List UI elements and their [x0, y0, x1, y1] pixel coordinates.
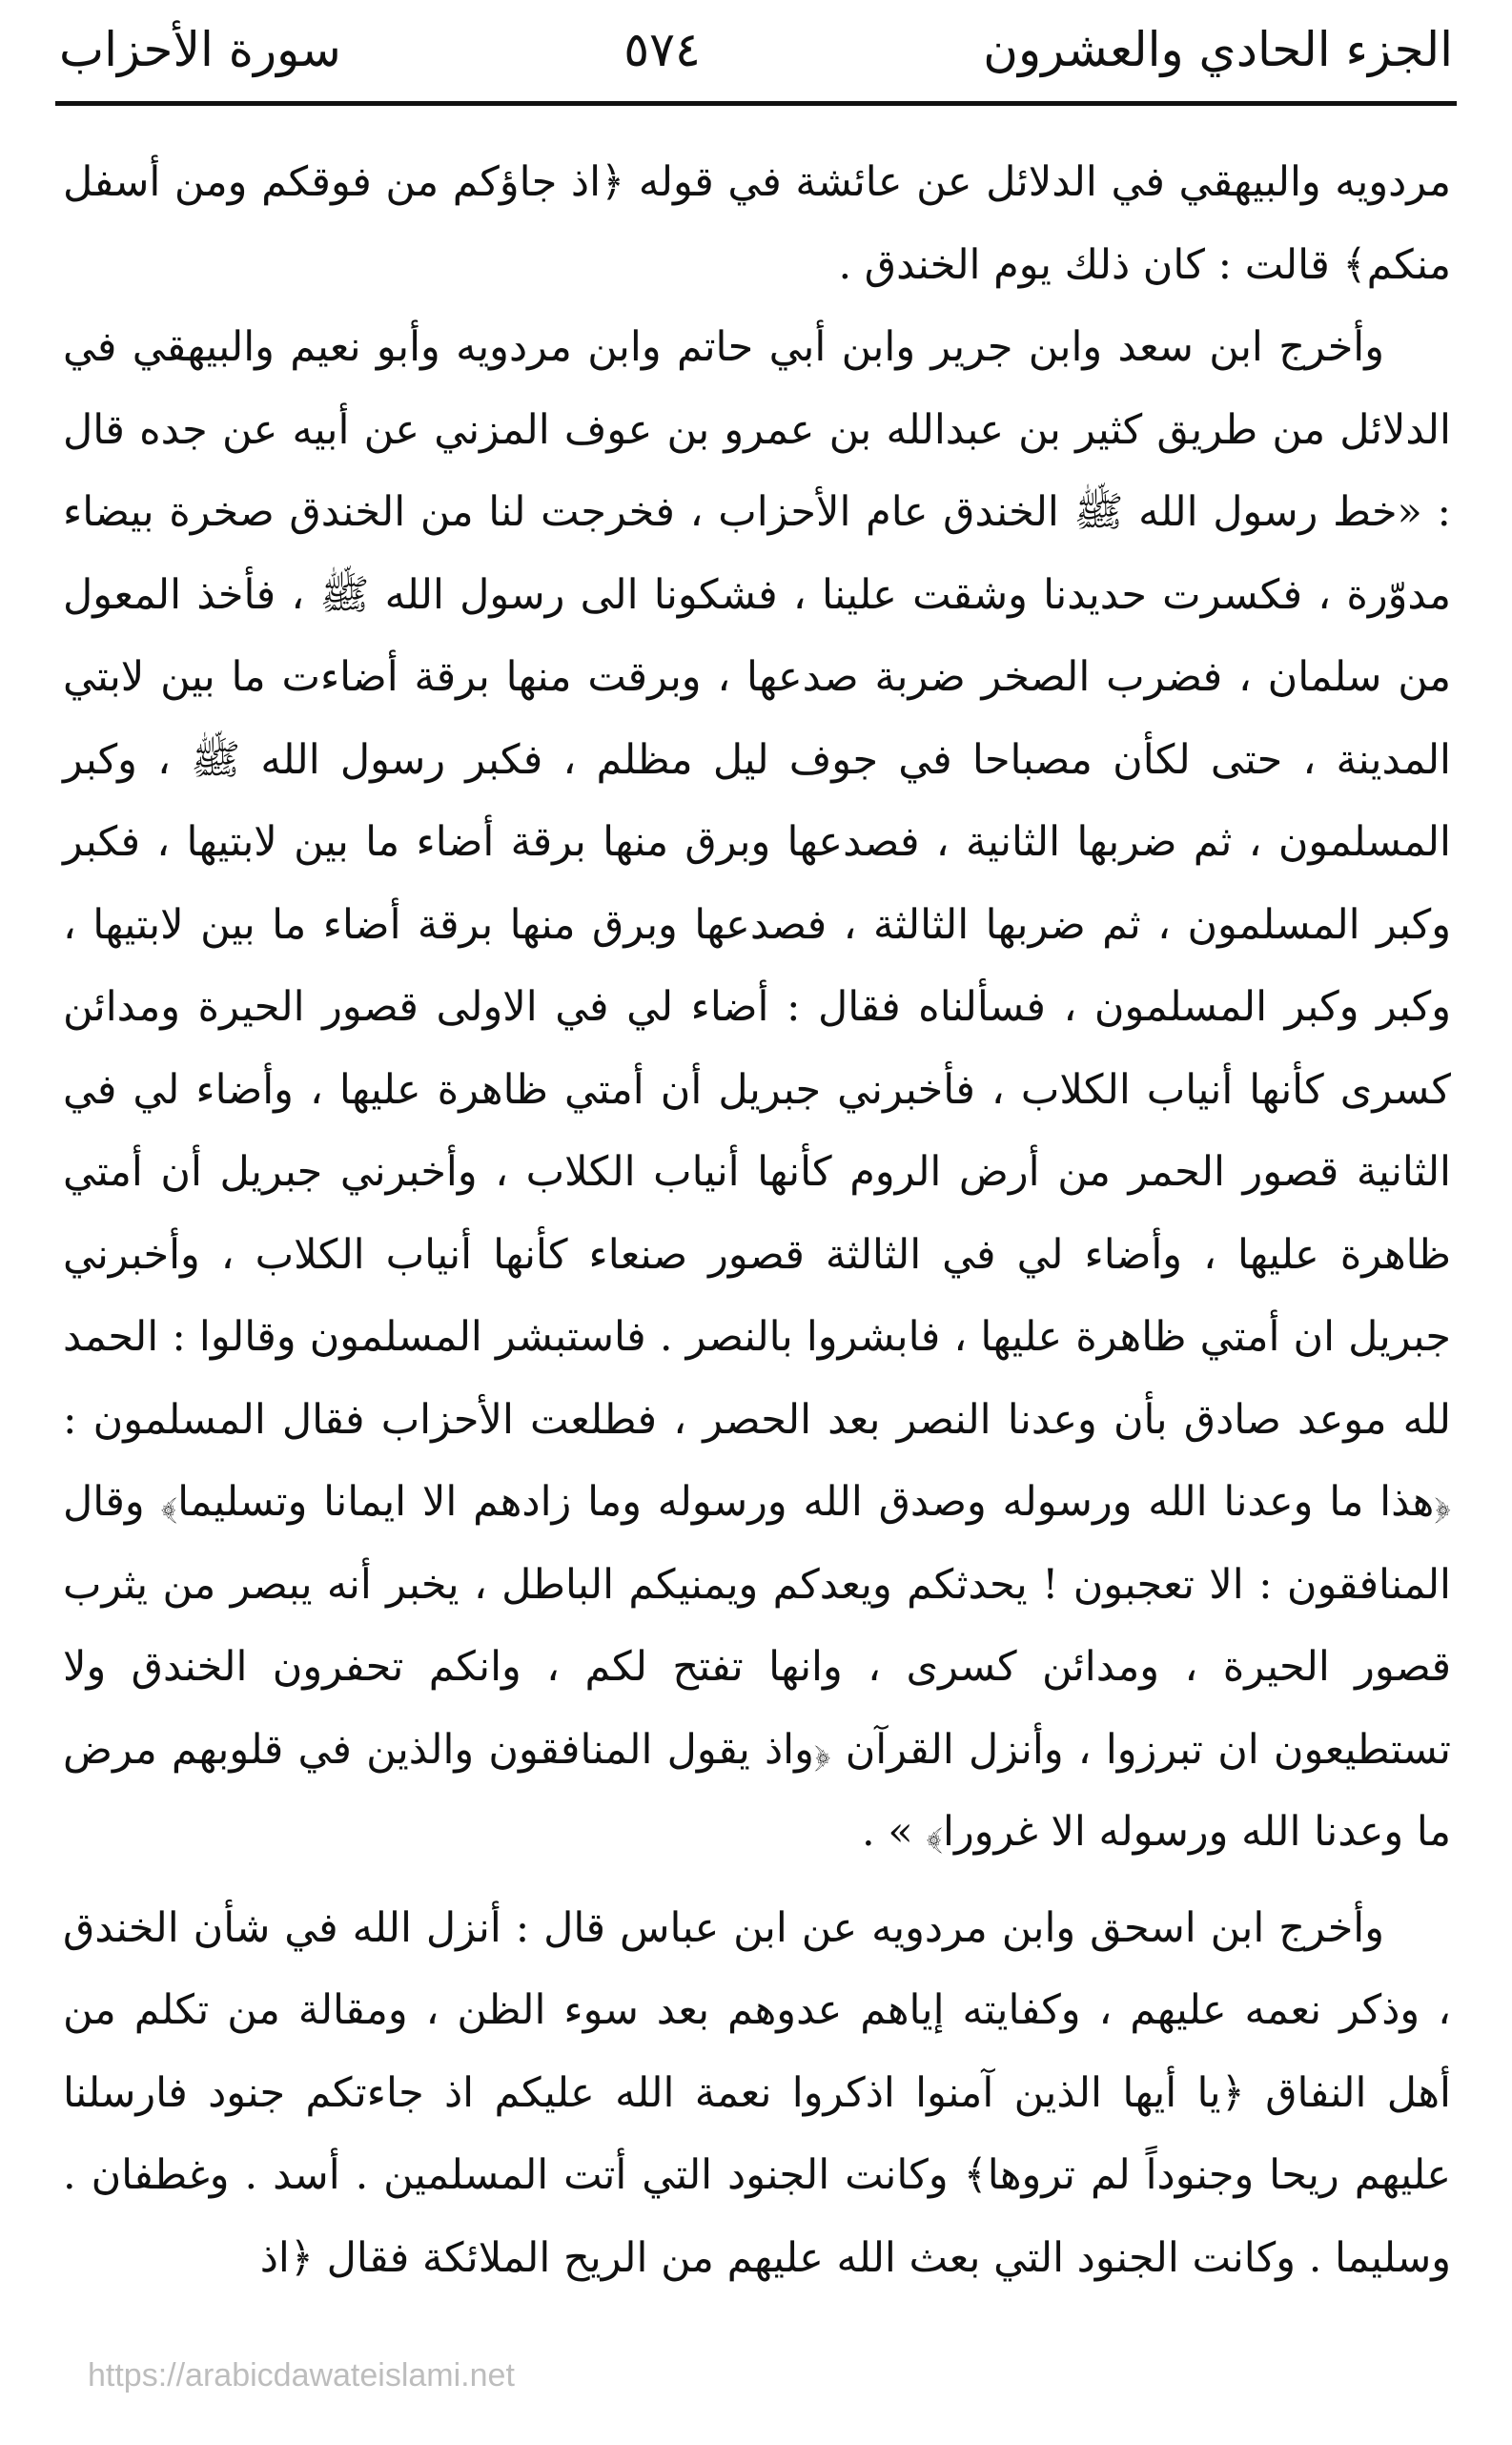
surah-title: سورة الأحزاب	[59, 22, 341, 77]
paragraph-2: وأخرج ابن سعد وابن جرير وابن أبي حاتم وابن مردويه وأبو نعيم والبيهقي في الدلائل من طريق كثير بن عبدالله بن عمرو بن عوف المزني عن أبيه عن جده قال : «خط رسول الله ﷺ الخندق عام الأحزاب ، فخرجت لنا من الخندق صخرة بيضاء مدوّرة ، فكسرت حديدنا وشقت علينا ، فشكونا الى رسول الله ﷺ ، فأخذ المعول من سلمان ، فضرب الصخر ضربة صدعها ، وبرقت منها برقة أضاءت ما بين لابتي المدينة ، حتى لكأن مصباحا في جوف ليل مظلم ، فكبر رسول الله ﷺ ، وكبر المسلمون ، ثم ضربها الثانية ، فصدعها وبرق منها برقة أضاء ما بين لابتيها ، فكبر وكبر المسلمون ، ثم ضربها الثالثة ، فصدعها وبرق منها برقة أضاء ما بين لابتيها ، وكبر وكبر المسلمون ، فسألناه فقال : أضاء لي في الاولى قصور الحيرة ومدائن كسرى كأنها أنياب الكلاب ، فأخبرني جبريل أن أمتي ظاهرة عليها ، وأضاء لي في الثانية قصور الحمر من أرض الروم كأنها أنياب الكلاب ، وأخبرني جبريل أن أمتي ظاهرة عليها ، وأضاء لي في الثالثة قصور صنعاء كأنها أنياب الكلاب ، وأخبرني جبريل ان أمتي ظاهرة عليها ، فابشروا بالنصر . فاستبشر المسلمون وقالوا : الحمد لله موعد صادق بأن وعدنا النصر بعد الحصر ، فطلعت الأحزاب فقال المسلمون : ﴿هذا ما وعدنا الله ورسوله وصدق الله ورسوله وما زادهم الا ايمانا وتسليما﴾ وقال المنافقون : الا تعجبون ! يحدثكم ويعدكم ويمنيكم الباطل ، يخبر أنه يبصر من يثرب قصور الحيرة ، ومدائن كسرى ، وانها تفتح لكم ، وانكم تحفرون الخندق ولا تستطيعون ان تبرزوا ، وأنزل القرآن ﴿واذ يقول المنافقون والذين في قلوبهم مرض ما وعدنا الله ورسوله الا غرورا﴾ » .	[63, 323, 1451, 1856]
part-title: الجزء الحادي والعشرون	[983, 22, 1453, 77]
page-number: ٥٧٤	[623, 22, 701, 77]
header-divider	[55, 101, 1457, 106]
watermark-url: https://arabicdawateislami.net	[88, 2357, 515, 2394]
paragraph-3: وأخرج ابن اسحق وابن مردويه عن ابن عباس قال : أنزل الله في شأن الخندق ، وذكر نعمه عليهم ، وكفايته إياهم عدوهم بعد سوء الظن ، ومقالة من تكلم من أهل النفاق ﴿يا أيها الذين آمنوا اذكروا نعمة الله عليكم اذ جاءتكم جنود فارسلنا عليهم ريحا وجنوداً لم تروها﴾ وكانت الجنود التي أتت المسلمين . أسد . وغطفان . وسليما . وكانت الجنود التي بعث الله عليهم من الريح الملائكة فقال ﴿اذ	[63, 1903, 1451, 2282]
paragraph-1: مردويه والبيهقي في الدلائل عن عائشة في قوله ﴿اذ جاؤكم من فوقكم ومن أسفل منكم﴾ قالت : كان ذلك يوم الخندق .	[63, 158, 1451, 289]
page-body	[63, 141, 1451, 2299]
page-header	[59, 6, 1453, 93]
